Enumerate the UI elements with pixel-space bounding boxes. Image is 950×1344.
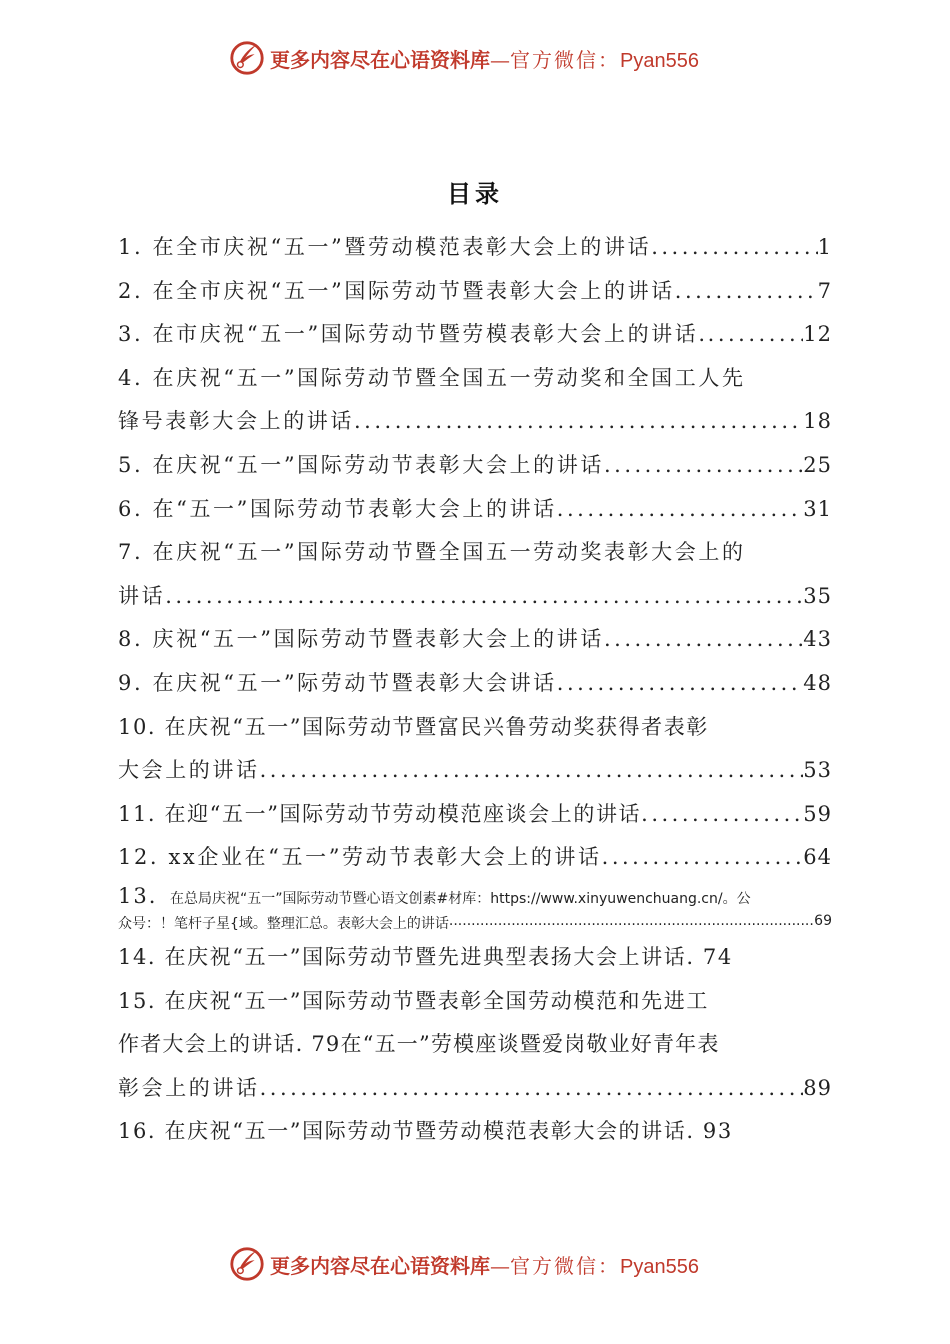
toc-entry[interactable]: 15. 在庆祝“五一”国际劳动节暨表彰全国劳动模范和先进工	[118, 988, 709, 1013]
table-of-contents	[118, 226, 832, 1154]
toc-entry[interactable]: 10. 在庆祝“五一”国际劳动节暨富民兴鲁劳动奖获得者表彰	[118, 714, 709, 739]
quill-pen-logo-icon	[228, 1245, 266, 1283]
banner-text: 更多内容尽在心语资料库—官方微信：Pyan556	[270, 47, 699, 72]
toc-entry[interactable]: 1. 在全市庆祝“五一”暨劳动模范表彰大会上的讲话 ..... 1	[118, 226, 832, 270]
toc-entry-13[interactable]	[118, 880, 832, 936]
toc-entry[interactable]: 12. xx企业在“五一”劳动节表彰大会上的讲话 ..... 64	[118, 836, 832, 880]
toc-entry[interactable]: 4. 在庆祝“五一”国际劳动节暨全国五一劳动奖和全国工人先	[118, 365, 746, 390]
toc-entry[interactable]: 3. 在市庆祝“五一”国际劳动节暨劳模表彰大会上的讲话. ..... 12	[118, 313, 832, 357]
toc-entry-number: 13.	[118, 883, 158, 908]
toc-entry[interactable]: 6. 在“五一”国际劳动节表彰大会上的讲话 ..... 31	[118, 488, 832, 532]
toc-entry[interactable]: 7. 在庆祝“五一”国际劳动节暨全国五一劳动奖表彰大会上的	[118, 540, 746, 565]
toc-entry-text-line2: 众号：！笔杆子星{域。整理汇总。表彰大会上的讲话 ..... 69	[118, 913, 832, 933]
toc-entry[interactable]: 14. 在庆祝“五一”国际劳动节暨先进典型表扬大会上讲话. 74	[118, 944, 733, 969]
toc-entry[interactable]: 8. 庆祝“五一”国际劳动节暨表彰大会上的讲话 ..... 43	[118, 618, 832, 662]
toc-entry-continuation[interactable]: 锋号表彰大会上的讲话 ..... 18	[118, 400, 832, 444]
toc-entry-continuation[interactable]: 作者大会上的讲话. 79在“五一”劳模座谈暨爱岗敬业好青年表	[118, 1032, 720, 1057]
toc-entry[interactable]: 5. 在庆祝“五一”国际劳动节表彰大会上的讲话 ..... 25	[118, 444, 832, 488]
banner-text: 更多内容尽在心语资料库—官方微信：Pyan556	[270, 1253, 699, 1278]
toc-entry[interactable]: 11. 在迎“五一”国际劳动节劳动模范座谈会上的讲话 ..... 59	[118, 793, 832, 837]
toc-entry[interactable]: 2. 在全市庆祝“五一”国际劳动节暨表彰大会上的讲话 ..... 7	[118, 270, 832, 314]
toc-entry-continuation[interactable]: 讲话 ..... 35	[118, 575, 832, 619]
toc-entry[interactable]: 9. 在庆祝“五一”际劳动节暨表彰大会讲话 ..... 48	[118, 662, 832, 706]
quill-pen-logo-icon	[228, 39, 266, 77]
toc-entry-continuation[interactable]: 大会上的讲话 ..... 53	[118, 749, 832, 793]
toc-entry-continuation[interactable]: 彰会上的讲话 ..... 89	[118, 1067, 832, 1111]
toc-entry[interactable]: 16. 在庆祝“五一”国际劳动节暨劳动模范表彰大会的讲话. 93	[118, 1119, 733, 1144]
toc-title: 目录	[447, 179, 503, 208]
header-banner	[228, 38, 699, 78]
toc-entry-text-line1: 在总局庆祝“五一”国际劳动节暨心语文创素#材库：https://www.xinyuwenchuang.cn/。公	[170, 890, 751, 907]
footer-banner	[228, 1244, 699, 1284]
